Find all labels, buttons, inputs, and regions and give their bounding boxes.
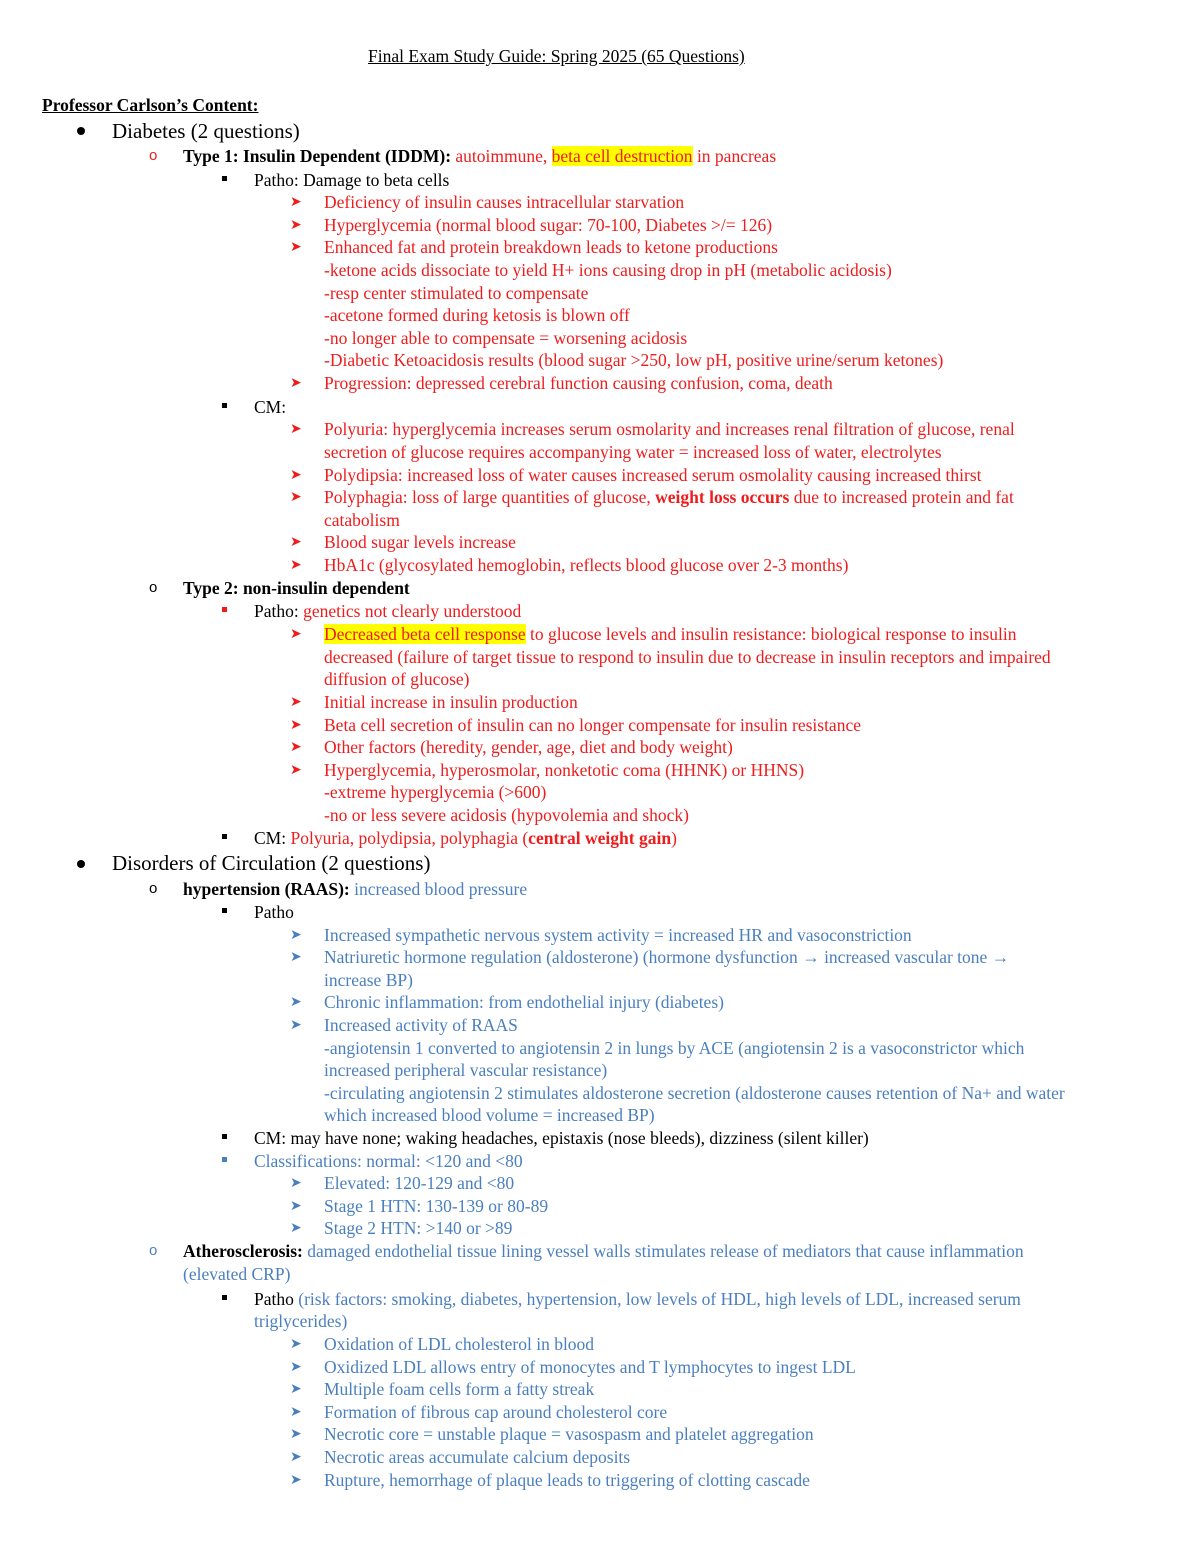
raas-note: -circulating angiotensin 2 stimulates aldosterone secretion (aldosterone causes retention of Na+ and water [324, 1083, 1065, 1103]
type2-decreased-line: diffusion of glucose) [324, 669, 470, 689]
arrow-bullet-icon: ➤ [290, 217, 302, 233]
bullet-dot-icon [77, 860, 85, 868]
raas-note: -angiotensin 1 converted to angiotensin 2 in lungs by ACE (angiotensin 2 is a vasoconstrictor which [324, 1038, 1025, 1058]
arrow-bullet-icon: ➤ [290, 375, 302, 391]
section-header: Professor Carlson’s Content: [42, 95, 259, 115]
arrow-bullet-icon: ➤ [290, 1426, 302, 1442]
athero-item: Necrotic areas accumulate calcium deposits [324, 1447, 631, 1467]
raas-note: increased peripheral vascular resistance) [324, 1060, 608, 1080]
arrow-bullet-icon: ➤ [290, 1449, 302, 1465]
ketone-note: -acetone formed during ketosis is blown off [324, 305, 630, 325]
type2-decreased-line: decreased (failure of target tissue to respond to insulin due to decrease in insulin receptors and impaired [324, 647, 1051, 667]
htn-patho-item: Increased sympathetic nervous system activity = increased HR and vasoconstriction [324, 925, 912, 945]
arrow-bullet-icon: ➤ [290, 489, 302, 505]
htn-patho-item: Chronic inflammation: from endothelial injury (diabetes) [324, 992, 724, 1012]
bullet-square-icon [222, 1157, 227, 1162]
htn-patho-item: Natriuretic hormone regulation (aldosterone) (hormone dysfunction → increased vascular tone → [324, 947, 1010, 967]
polydipsia-line: Polydipsia: increased loss of water causes increased serum osmolality causing increased thirst [324, 465, 982, 485]
bullet-circle-icon: o [149, 1242, 158, 1259]
polyuria-line: secretion of glucose requires accompanying water = increased loss of water, electrolytes [324, 442, 942, 462]
arrow-bullet-icon: ➤ [290, 1198, 302, 1214]
type1-patho-item: Deficiency of insulin causes intracellular starvation [324, 192, 685, 212]
ketone-note: -resp center stimulated to compensate [324, 283, 589, 303]
athero-item: Formation of fibrous cap around cholesterol core [324, 1402, 668, 1422]
arrow-bullet-icon: ➤ [290, 1175, 302, 1191]
arrow-bullet-icon: ➤ [290, 1336, 302, 1352]
arrow-bullet-icon: ➤ [290, 717, 302, 733]
arrow-bullet-icon: ➤ [290, 194, 302, 210]
polyuria-line: Polyuria: hyperglycemia increases serum osmolarity and increases renal filtration of glucose, renal [324, 419, 1015, 439]
type2-item: Other factors (heredity, gender, age, diet and body weight) [324, 737, 733, 757]
arrow-bullet-icon: ➤ [290, 557, 302, 573]
type2-item: Hyperglycemia, hyperosmolar, nonketotic coma (HHNK) or HHNS) [324, 760, 805, 780]
bullet-circle-icon: o [149, 147, 158, 164]
arrow-bullet-icon: ➤ [290, 1359, 302, 1375]
bullet-square-icon [222, 908, 227, 913]
athero-item: Oxidation of LDL cholesterol in blood [324, 1334, 595, 1354]
htn-class-item: Stage 2 HTN: >140 or >89 [324, 1218, 513, 1238]
arrow-bullet-icon: ➤ [290, 927, 302, 943]
athero-patho: Patho (risk factors: smoking, diabetes, hypertension, low levels of HDL, high levels of LDL, increased serum [254, 1289, 1021, 1309]
bullet-dot-icon [77, 127, 85, 135]
arrow-bullet-icon: ➤ [290, 1404, 302, 1420]
htn-patho-item: increase BP) [324, 970, 413, 990]
htn-class-item: Elevated: 120-129 and <80 [324, 1173, 515, 1193]
arrow-bullet-icon: ➤ [290, 1017, 302, 1033]
type1-heading: Type 1: Insulin Dependent (IDDM): autoimmune, beta cell destruction in pancreas [183, 146, 777, 166]
arrow-bullet-icon: ➤ [290, 1220, 302, 1236]
polyphagia-line: Polyphagia: loss of large quantities of glucose, weight loss occurs due to increased protein and fat [324, 487, 1014, 507]
athero-patho-cont: triglycerides) [254, 1311, 348, 1331]
bullet-square-icon [222, 1134, 227, 1139]
bullet-square-icon [222, 1295, 227, 1300]
arrow-bullet-icon: ➤ [290, 1472, 302, 1488]
bullet-square-icon [222, 403, 227, 408]
arrow-bullet-icon: ➤ [290, 467, 302, 483]
type2-heading: Type 2: non-insulin dependent [183, 578, 410, 598]
htn-patho: Patho [254, 902, 294, 922]
arrow-bullet-icon: ➤ [290, 1381, 302, 1397]
athero-item: Rupture, hemorrhage of plaque leads to triggering of clotting cascade [324, 1470, 810, 1490]
arrow-bullet-icon: ➤ [290, 739, 302, 755]
type2-cm: CM: Polyuria, polydipsia, polyphagia (central weight gain) [254, 828, 677, 848]
arrow-bullet-icon: ➤ [290, 239, 302, 255]
bullet-square-icon [222, 834, 227, 839]
htn-classifications: Classifications: normal: <120 and <80 [254, 1151, 523, 1171]
arrow-bullet-icon: ➤ [290, 994, 302, 1010]
ketone-note: -ketone acids dissociate to yield H+ ions causing drop in pH (metabolic acidosis) [324, 260, 892, 280]
arrow-bullet-icon: ➤ [290, 762, 302, 778]
hba1c-line: HbA1c (glycosylated hemoglobin, reflects blood glucose over 2-3 months) [324, 555, 849, 575]
blood-sugar-line: Blood sugar levels increase [324, 532, 516, 552]
athero-item: Multiple foam cells form a fatty streak [324, 1379, 595, 1399]
arrow-bullet-icon: ➤ [290, 534, 302, 550]
bullet-circle-icon: o [149, 880, 158, 897]
type1-patho-item: Hyperglycemia (normal blood sugar: 70-100, Diabetes >/= 126) [324, 215, 773, 235]
arrow-bullet-icon: ➤ [290, 694, 302, 710]
hhnk-note: -extreme hyperglycemia (>600) [324, 782, 547, 802]
athero-heading: Atherosclerosis: damaged endothelial tissue lining vessel walls stimulates release of mediators that cause inflammation [183, 1241, 1024, 1261]
right-arrow-icon: → [991, 947, 1010, 967]
arrow-bullet-icon: ➤ [290, 421, 302, 437]
type1-progression: Progression: depressed cerebral function causing confusion, coma, death [324, 373, 833, 393]
ketone-note: -no longer able to compensate = worsening acidosis [324, 328, 688, 348]
topic-diabetes: Diabetes (2 questions) [112, 119, 300, 143]
htn-patho-item: Increased activity of RAAS [324, 1015, 518, 1035]
raas-note: which increased blood volume = increased BP) [324, 1105, 655, 1125]
hhnk-note: -no or less severe acidosis (hypovolemia and shock) [324, 805, 689, 825]
htn-class-item: Stage 1 HTN: 130-139 or 80-89 [324, 1196, 549, 1216]
type1-cm: CM: [254, 397, 287, 417]
htn-heading: hypertension (RAAS): increased blood pressure [183, 879, 528, 899]
athero-item: Oxidized LDL allows entry of monocytes and T lymphocytes to ingest LDL [324, 1357, 856, 1377]
type2-item: Beta cell secretion of insulin can no longer compensate for insulin resistance [324, 715, 861, 735]
type1-patho: Patho: Damage to beta cells [254, 170, 450, 190]
arrow-bullet-icon: ➤ [290, 626, 302, 642]
bullet-circle-icon: o [149, 579, 158, 596]
type2-decreased-line: Decreased beta cell response to glucose levels and insulin resistance: biological response to insulin [324, 624, 1017, 644]
athero-item: Necrotic core = unstable plaque = vasospasm and platelet aggregation [324, 1424, 814, 1444]
page-title: Final Exam Study Guide: Spring 2025 (65 Questions) [368, 46, 745, 66]
type1-patho-item: Enhanced fat and protein breakdown leads to ketone productions [324, 237, 778, 257]
htn-cm: CM: may have none; waking headaches, epistaxis (nose bleeds), dizziness (silent killer) [254, 1128, 869, 1148]
right-arrow-icon: → [802, 947, 820, 967]
ketone-note: -Diabetic Ketoacidosis results (blood sugar >250, low pH, positive urine/serum ketones) [324, 350, 944, 370]
polyphagia-line: catabolism [324, 510, 400, 530]
type2-patho: Patho: genetics not clearly understood [254, 601, 522, 621]
bullet-square-icon [222, 176, 227, 181]
topic-circulation: Disorders of Circulation (2 questions) [112, 851, 431, 875]
bullet-square-icon [222, 607, 227, 612]
athero-heading-cont: (elevated CRP) [183, 1264, 291, 1284]
arrow-bullet-icon: ➤ [290, 949, 302, 965]
type2-item: Initial increase in insulin production [324, 692, 578, 712]
